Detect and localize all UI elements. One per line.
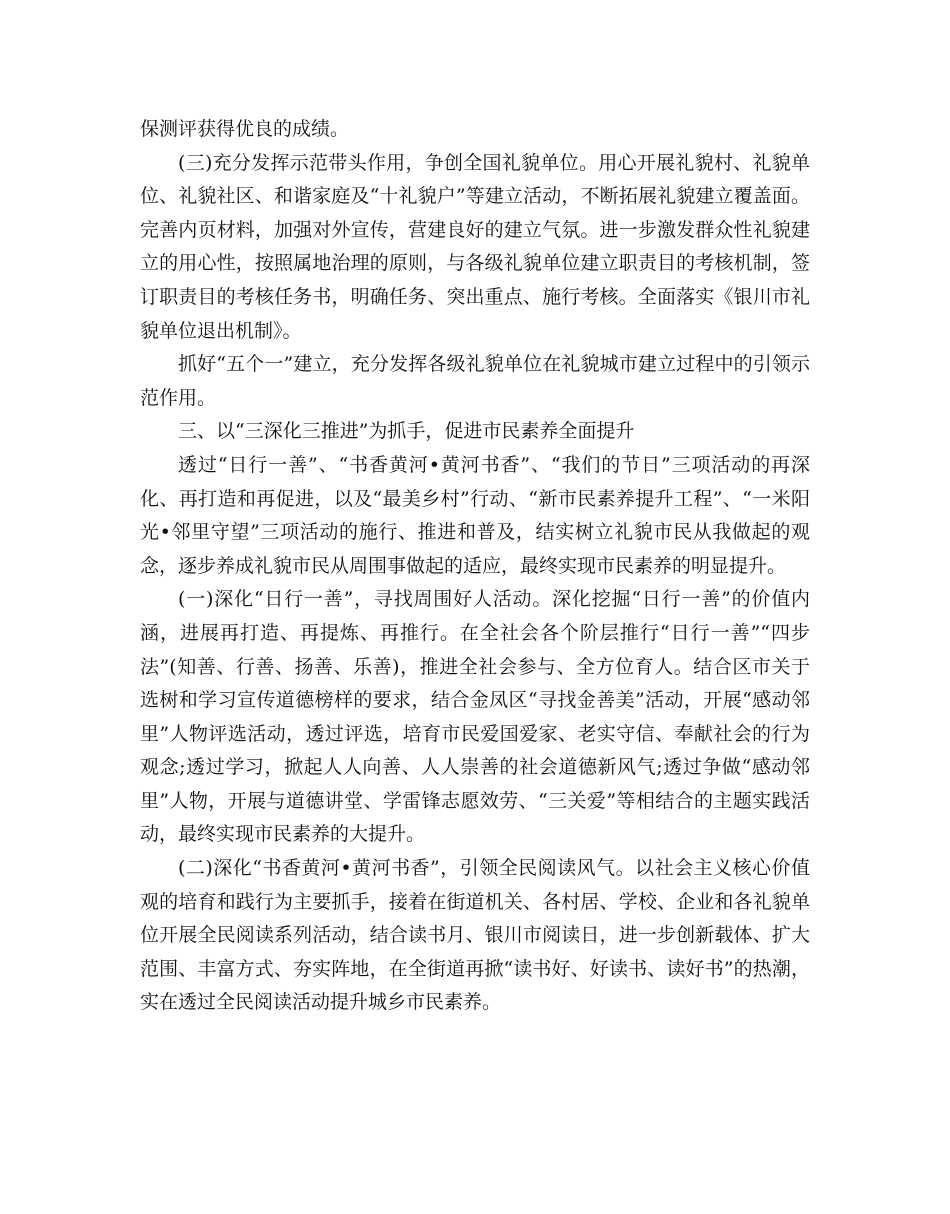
paragraph-model-units: (三)充分发挥示范带头作用，争创全国礼貌单位。用心开展礼貌村、礼貌单位、礼貌社区、和谐家庭及“十礼貌户”等建立活动，不断拓展礼貌建立覆盖面。完善内页材料，加强对外宣传，营建良好的建立气氛。进一步激发群众性礼貌建立的用心性，按照属地治理的原则，与各级礼貌单位建立职责目的考核机制，签订职责目的考核任务书，明确任务、突出重点、施行考核。全面落实《银川市礼貌单位退出机制》。 [140, 151, 810, 342]
section-heading-three: 三、以“三深化三推进”为抓手，促进市民素养全面提升 [178, 420, 635, 443]
paragraph-five-ones: 抓好“五个一”建立，充分发挥各级礼貌单位在礼貌城市建立过程中的引领示范作用。 [140, 353, 810, 409]
document-body [140, 113, 810, 1020]
paragraph-three-activities: 透过“日行一善”、“书香黄河•黄河书香”、“我们的节日”三项活动的再深化、再打造和再促进，以及“最美乡村”行动、“新市民素养提升工程”、“一米阳光•邻里守望”三项活动的施行、推进和普及，结实树立礼貌市民从我做起的观念，逐步养成礼貌市民从周围事做起的适应，最终实现市民素养的明显提升。 [140, 453, 810, 577]
paragraph-reading: (二)深化“书香黄河•黄河书香”，引领全民阅读风气。以社会主义核心价值观的培育和践行为主要抓手，接着在街道机关、各村居、学校、企业和各礼貌单位开展全民阅读系列活动，结合读书月、银川市阅读日，进一步创新载体、扩大范围、丰富方式、夯实阵地，在全街道再掀“读书好、好读书、读好书”的热潮，实在透过全民阅读活动提升城乡市民素养。 [140, 857, 810, 1014]
paragraph-daily-good-deed: (一)深化“日行一善”，寻找周围好人活动。深化挖掘“日行一善”的价值内涵，进展再打造、再提炼、再推行。在全社会各个阶层推行“日行一善”“四步法”(知善、行善、扬善、乐善)，推进全社会参与、全方位育人。结合区市关于选树和学习宣传道德榜样的要求，结合金凤区“寻找金善美”活动，开展“感动邻里”人物评选活动，透过评选，培育市民爱国爱家、老实守信、奉献社会的行为观念;透过学习，掀起人人向善、人人崇善的社会道德新风气;透过争做“感动邻里”人物，开展与道德讲堂、学雷锋志愿效劳、“三关爱”等相结合的主题实践活动，最终实现市民素养的大提升。 [140, 588, 810, 846]
paragraph-continuation: 保测评获得优良的成绩。 [140, 118, 350, 140]
